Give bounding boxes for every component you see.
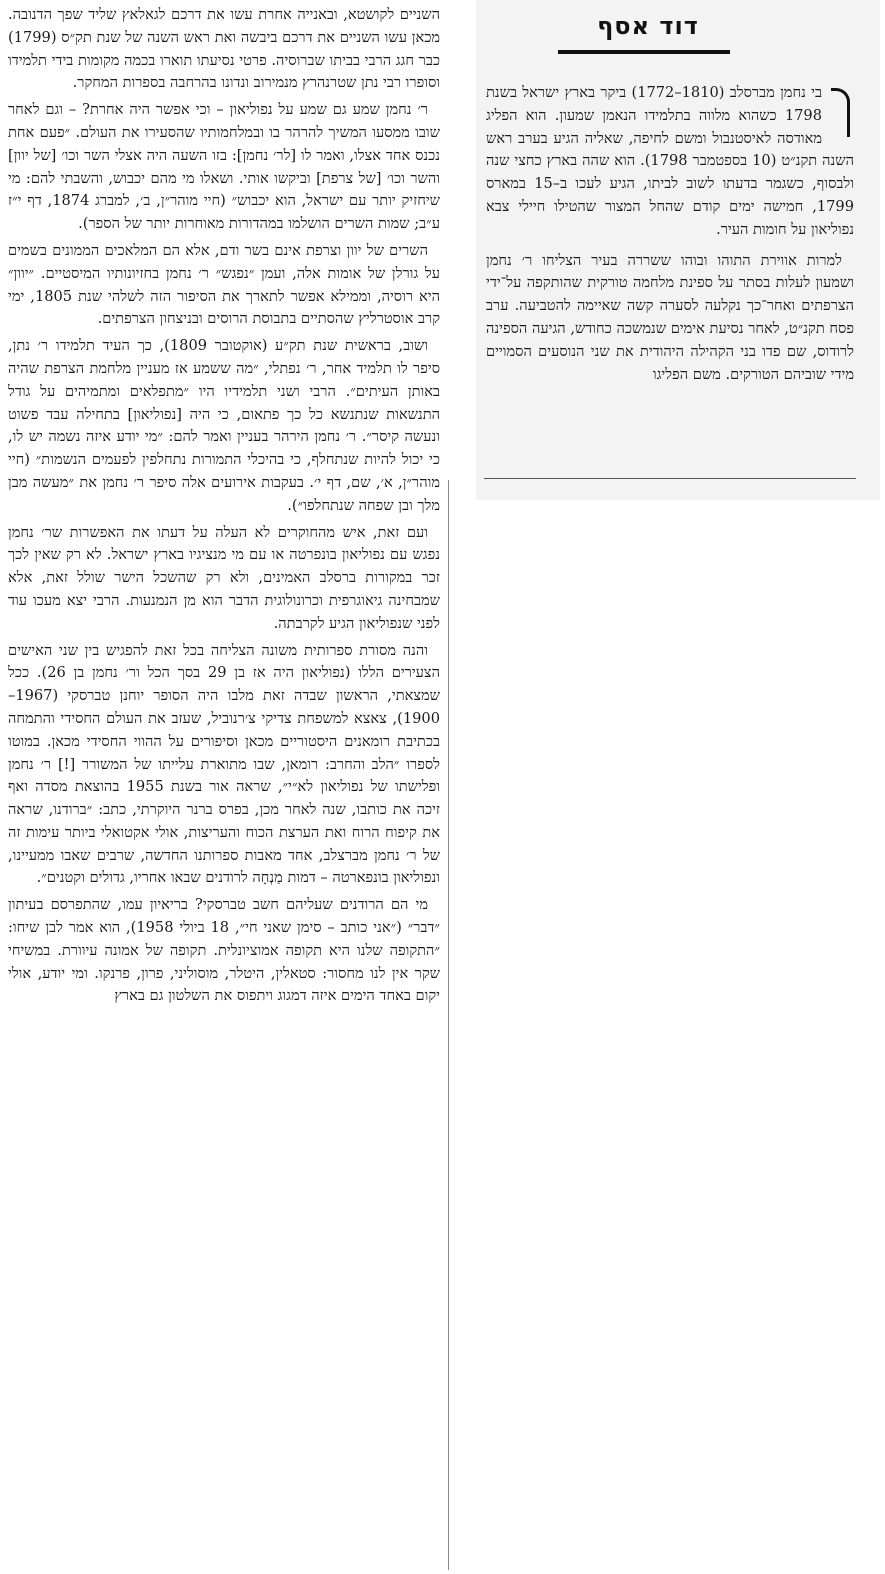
body-paragraph-1: השניים לקושטא, ובאנייה אחרת עשו את דרכם לגאלאץ שליד שפך הדנובה. מכאן עשו השניים את דרכם ביבשה ואת ראש השנה של שנת תק״ס (1799) כבר חגג הרבי בביתו שברוסיה. פרטי נסיעתו תוארו בכמה מקומות בידי תלמידו וסופרו רבי נתן שטרנהרץ מנמירוב ונדונו בהרחבה בספרות המחקר. xyxy=(8,6,440,92)
body-paragraph-6: והנה מסורת ספרותית משונה הצליחה בכל זאת להפגיש בין שני האישים הצעירים הללו (נפוליאון היה אז בן 29 בסך הכל ור׳ נחמן בן 26). ככל שמצאתי, הראשון שבדה זאת מלבו היה הסופר יוחנן טברסקי (1967–1900), צאצא למשפחת צדיקי צ׳רנוביל, שעזב את העולם החסידי והתמחה בכתיבת רומאנים היסטוריים מכאן וסיפורים על ההווי החסידי מכאן. במוטו לספרו ״הלב והחרב: רומאן, שבו מתוארת עלייתו של המשורר [!] ר׳ נחמן ופלישתו של נפוליאון לא״י״, שראה אור בשנת 1955 בהוצאת מסדה ואף זיכה את כותבו, שנה לאחר מכן, בפרס ברנר היוקרתי, כתב: ״ברודנו, שראה את קיפוח הרוח ואת הערצת הכוח והעריצות, אולי אקטואלי ביותר עימות זה של ר׳ נחמן מברצלב, אחד מאבות ספרותנו החדשה, שרבים שאבו ממעיינו, ונפוליאון בונפארטה – דמות מַנְחָה לרודנים שבאו אחריו, גדולים וקטנים״. xyxy=(8,641,440,887)
intro-column xyxy=(476,0,880,500)
body-paragraph-5: ועם זאת, איש מהחוקרים לא העלה על דעתו את האפשרות שר׳ נחמן נפגש עם נפוליאון בונפרטה או עם מי מנציגיו בארץ ישראל. לא רק שאין לכך זכר במקורות ברסלב האמינים, ולא רק שהשכל הישר שולל זאת, אלא שמבחינה גיאוגרפית וכרונולוגית הדבר הוא מן הנמנעות. הרבי יצא מעכו עוד לפני שנפוליאון הגיע לקרבתה. xyxy=(8,523,440,632)
body-paragraph-4: ושוב, בראשית שנת תק״ע (אוקטובר 1809), כך העיד תלמידו ר׳ נתן, סיפר לו תלמיד אחר, ר׳ נפתלי, ״מה ששמע אז מעניין מלחמת הצרפת שהיה באותן העיתים״. הרבי ושני תלמידיו היו ״מתפלאים ומתמיהים על גודל התנשאות שנתנשא כל כך פתאום, כי היה [נפוליאון] בתחילה עבד פשוט ונעשה קיסר״. ר׳ נחמן הירהר בעניין ואמר להם: ״מי יודע איזה נשמה יש לו, כי יכול להיות שנתחלף, כי בהיכלי התמורות נתחלפין לפעמים הנשמות״ (חיי מוהר״ן, א׳, שם, דף י׳. בעקבות אירועים אלה סיפר ר׳ נחמן את ״מעשה מבן מלך ובן שפחה שנתחלפו״). xyxy=(8,337,440,514)
intro-text xyxy=(486,82,854,394)
column-divider xyxy=(448,480,449,1570)
body-column xyxy=(8,4,440,1570)
body-paragraph-3: השרים של יוון וצרפת אינם בשר ודם, אלא הם המלאכים הממונים בשמים על גורלן של אומות אלה, ועמן ״נפגש״ ר׳ נחמן בחזיונותיו המיסטיים. ״יוון״ היא רוסיה, וממילא אפשר לתארך את הסיפור הזה לשלהי שנת 1805, ימי קרב אוסטרליץ שהסתיים בתבוסת הרוסים ובניצחון הצרפתים. xyxy=(8,241,440,328)
intro-paragraph-2: למרות אווירת התוהו ובוהו ששררה בעיר הצליחו ר׳ נחמן ושמעון לעלות בסתר על ספינת מלחמה טורקית שהותקפה על־ידי הצרפתים ואחר־כך נקלעה לסערה קשה שאיימה להטביעה. ערב פסח תקנ״ט, לאחר נסיעת אימים שנמשכה כחודש, הגיעה הספינה לרודוס, שם פדו בני הקהילה היהודית את שני הנוסעים הסמויים מידי שוביהם הטורקים. משם הפליגו xyxy=(486,251,854,383)
intro-bottom-rule xyxy=(484,478,856,479)
body-paragraph-2: ר׳ נחמן שמע גם שמע על נפוליאון – וכי אפשר היה אחרת? – וגם לאחר שובו ממסעו המשיך להרהר בו ובמלחמותיו שהסעירו את העולם. ״פעם אחת נכנס אחד אצלו, ואמר לו [לר׳ נחמן]: בזו השעה היה אצלי השר וכו׳ [של יוון] והשר וכו׳ [של צרפת] וביקשו אותי. ושאלו מי מהם יכבוש, והשבתי להם: מי שיחזיק יותר עם ישראל, הוא יכבוש״ (חיי מוהר״ן, ב׳, למברג 1874, דף י״ז ע״ב; שמות השרים הושלמו במהדורות מאוחרות יותר של הספר). xyxy=(8,101,440,233)
author-rule xyxy=(558,50,730,54)
author-name: דוד אסף xyxy=(597,12,699,40)
body-paragraph-7: מי הם הרודנים שעליהם חשב טברסקי? בריאיון עמו, שהתפרסם בעיתון ״דבר״ (״אני כותב – סימן שאני חי״, 18 ביולי 1958), הוא אמר לבן שיחו: ״התקופה שלנו היא תקופה אמוציונלית. תקופה של אמונה עיוורת. במשיחי שקר אין לנו מחסור: סטאלין, היטלר, מוסוליני, פרון, פרנקו. ומי יודע, אולי יקום באחד הימים איזה דמגוג ויתפוס את השלטון גם בארץ xyxy=(8,896,440,1005)
intro-paragraph-1: בי נחמן מברסלב (1810–1772) ביקר בארץ ישראל בשנת 1798 כשהוא מלווה בתלמידו הנאמן שמעון. הוא הפליג מאודסה לאיסטנבול ומשם לחיפה, שאליה הגיע בערב ראש השנה תקנ״ט (10 בספטמבר 1798). הוא שהה בארץ כחצי שנה ולבסוף, כשגמר בדעתו לשוב לביתו, הגיע לעכו ב–15 במארס 1799, חמישה ימים קודם שהחל המצור שהטילו חיילי צבא נפוליאון על חומות העיר. xyxy=(486,84,855,238)
